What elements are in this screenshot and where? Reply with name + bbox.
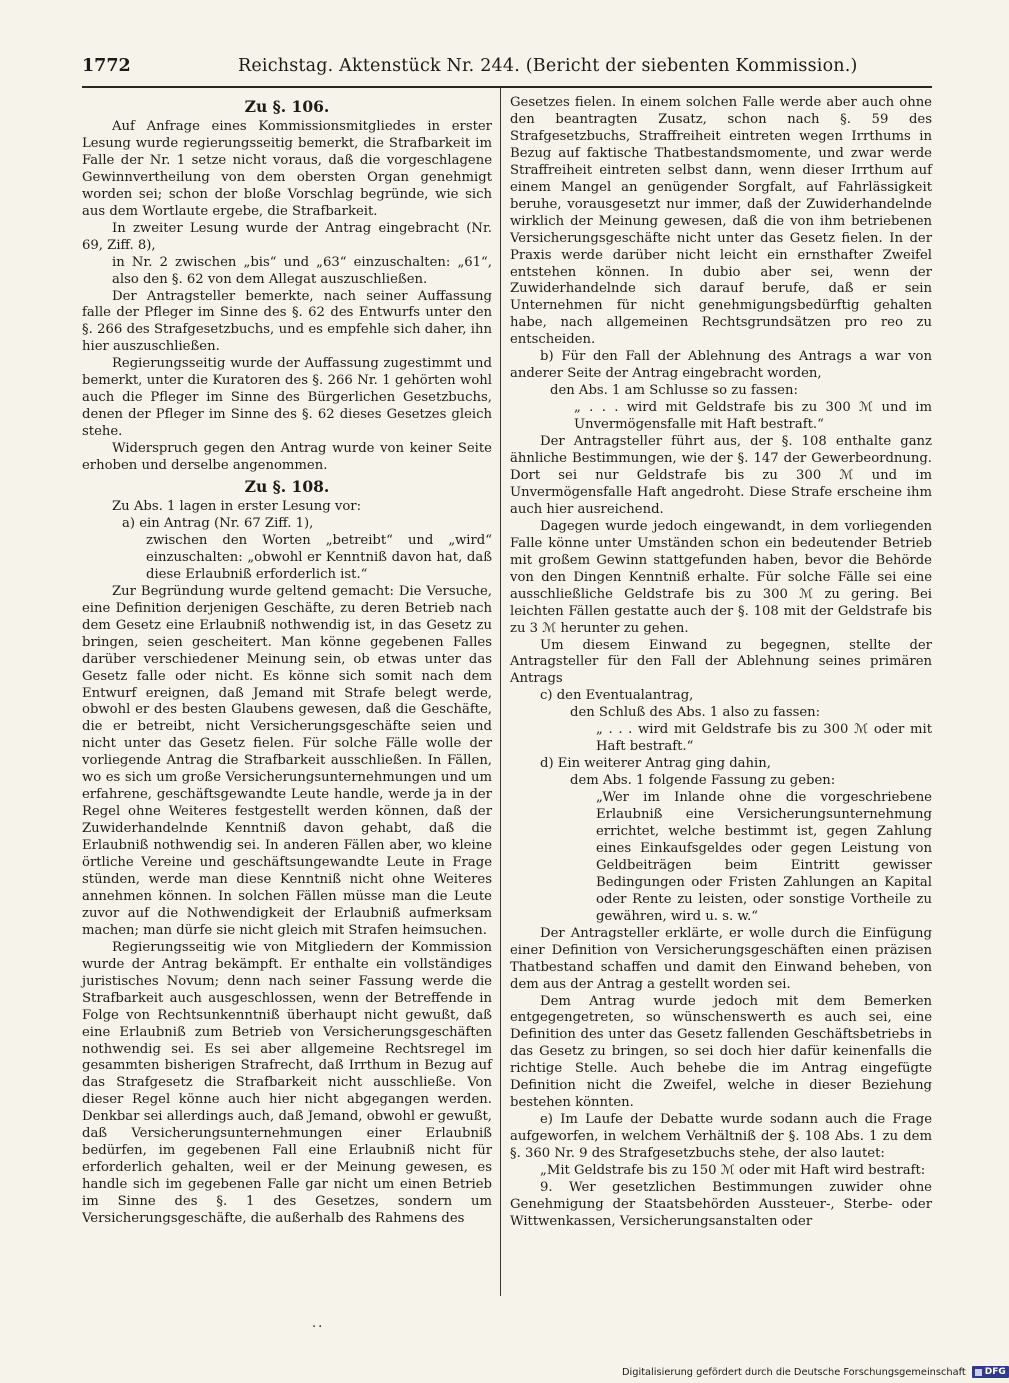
paragraph: „Wer im Inlande ohne die vorgeschriebene Erlaubniß eine Versicherungsunternehmung errichtet, welche bestimmt ist, gegen Zahlung eines Einkaufsgeldes oder gegen Leistung von Geldbeiträgen beim Eintritt gewisser Bedingungen oder Fristen Zahlungen an Kapital oder Rente zu leisten, oder sonstige Vortheile zu gewähren, wird u. s. w.“ — [596, 790, 932, 924]
paragraph: Dem Antrag wurde jedoch mit dem Bemerken entgegengetreten, so wünschenswerth es auch sei, eine Definition des unter das Gesetz fallenden Geschäftsbetriebs in das Gesetz zu bringen, so sei doch hier dafür keinenfalls die richtige Stelle. Auch behebe die im Antrag eingefügte Definition nicht die Zweifel, welche in dieser Beziehung bestehen könnten. — [510, 993, 932, 1111]
dfg-logo-mark — [975, 1369, 982, 1376]
header-rule — [82, 86, 932, 88]
paragraph: a) ein Antrag (Nr. 67 Ziff. 1), — [122, 515, 314, 531]
paragraph: dem Abs. 1 folgende Fassung zu geben: — [570, 773, 836, 789]
paragraph: Der Antragsteller bemerkte, nach seiner Auffassung falle der Pfleger im Sinne des §. 62 des Entwurfs unter den §. 266 des Strafgesetzbuchs, und es empfehle sich daher, ihn hier auszuschließen. — [82, 288, 492, 355]
section-heading: Zu §. 106. — [244, 97, 330, 116]
paragraph: Regierungsseitig wie von Mitgliedern der Kommission wurde der Antrag bekämpft. Er enthalte ein vollständiges juristisches Novum; denn nach seiner Fassung werde die Strafbarkeit auch ausgeschlossen, wenn der Betreffende in Folge von Rechtsunkenntniß überhaupt nicht gewußt, daß eine Erlaubniß zum Betrieb von Versicherungsgeschäften nothwendig sei. Es sei aber allgemeine Rechtsregel im gesammten bisherigen Strafrecht, daß Irrthum in Bezug auf das Strafgesetz die Strafbarkeit nicht ausschließe. Von dieser Regel könne auch hier nicht abgegangen werden. Denkbar sei allerdings auch, daß Jemand, obwohl er gewußt, daß Versicherungsunternehmungen einer Erlaubniß bedürfen, im gegebenen Fall eine Erlaubniß nicht für erforderlich gehalten, weil er der Meinung gewesen, es handle sich im gegebenen Falle gar nicht um einen Betrieb im Sinne des §. 1 des Gesetzes, sondern um Versicherungsgeschäfte, die außerhalb des Rahmens des — [82, 939, 492, 1227]
paragraph: in Nr. 2 zwischen „bis“ und „63“ einzuschalten: „61“, also den §. 62 von dem Allegat auszuschließen. — [112, 254, 492, 287]
paragraph: „ . . . wird mit Geldstrafe bis zu 300 ℳ oder mit Haft bestraft.“ — [596, 722, 932, 755]
digitization-footer — [622, 1363, 1006, 1381]
paragraph: b) Für den Fall der Ablehnung des Antrags a war von anderer Seite der Antrag eingebracht worden, — [510, 349, 932, 382]
paragraph: Um diesem Einwand zu begegnen, stellte der Antragsteller für den Fall der Ablehnung seines primären Antrags — [510, 637, 932, 687]
paragraph: Der Antragsteller führt aus, der §. 108 enthalte ganz ähnliche Bestimmungen, wie der §. 147 der Gewerbeordnung. Dort sei nur Geldstrafe bis zu 300 ℳ und im Unvermögensfalle Haft angedroht. Diese Strafe erscheine ihm auch hier ausreichend. — [510, 434, 932, 517]
section-heading: Zu §. 108. — [244, 477, 330, 497]
paragraph: Der Antragsteller erklärte, er wolle durch die Einfügung einer Definition von Versicherungsgeschäften einen präzisen Thatbestand schaffen und damit den Einwand beheben, von dem aus der Antrag a gestellt worden sei. — [510, 925, 932, 992]
paragraph: c) den Eventualantrag, — [540, 688, 694, 704]
paragraph: zwischen den Worten „betreibt“ und „wird“ einzuschalten: „obwohl er Kenntniß davon hat, daß diese Erlaubniß erforderlich ist.“ — [146, 532, 492, 582]
paragraph: den Schluß des Abs. 1 also zu fassen: — [570, 705, 821, 721]
paragraph: Zu Abs. 1 lagen in erster Lesung vor: — [112, 499, 362, 515]
running-title: Reichstag. Aktenstück Nr. 244. (Bericht der siebenten Kommission.) — [238, 56, 858, 76]
dfg-logo-text: DFG — [984, 1367, 1006, 1377]
right-column — [510, 95, 932, 1231]
paragraph: Widerspruch gegen den Antrag wurde von keiner Seite erhoben und derselbe angenommen. — [82, 441, 492, 474]
column-divider — [500, 88, 501, 1296]
footer-credit: Digitalisierung gefördert durch die Deutsche Forschungsgemeinschaft — [622, 1366, 966, 1378]
paragraph: e) Im Laufe der Debatte wurde sodann auch die Frage aufgeworfen, in welchem Verhältniß der §. 108 Abs. 1 zu dem §. 360 Nr. 9 des Strafgesetzbuchs stehe, der also lautet: — [510, 1112, 932, 1162]
left-column — [82, 95, 492, 1228]
paragraph: „ . . . wird mit Geldstrafe bis zu 300 ℳ und im Unvermögensfalle mit Haft bestraft.“ — [574, 400, 932, 433]
paragraph: d) Ein weiterer Antrag ging dahin, — [540, 756, 771, 772]
paragraph: In zweiter Lesung wurde der Antrag eingebracht (Nr. 69, Ziff. 8), — [82, 220, 492, 253]
paragraph: Regierungsseitig wurde der Auffassung zugestimmt und bemerkt, unter die Kuratoren des §. 266 Nr. 1 gehörten wohl auch die Pfleger im Sinne des Bürgerlichen Gesetzbuchs, denen der Pfleger im Sinne des §. 62 dieses Gesetzes gleich stehe. — [82, 356, 492, 440]
bottom-mark: .. — [312, 1316, 325, 1331]
page-header — [82, 56, 932, 84]
paragraph: den Abs. 1 am Schlusse so zu fassen: — [550, 383, 798, 399]
paragraph: „Mit Geldstrafe bis zu 150 ℳ oder mit Haft wird bestraft: — [540, 1163, 926, 1179]
page-number: 1772 — [82, 56, 131, 76]
paragraph: Dagegen wurde jedoch eingewandt, in dem vorliegenden Falle könne unter Umständen schon ein bedeutender Betrieb mit großem Gewinn stattgefunden haben, bevor die Behörde von den Dingen Kenntniß erhalte. Für solche Fälle sei eine ausschließliche Geldstrafe bis zu 300 ℳ zu gering. Bei leichten Fällen gestatte auch der §. 108 mit der Geldstrafe bis zu 3 ℳ herunter zu gehen. — [510, 518, 932, 636]
dfg-logo-icon — [972, 1366, 1009, 1378]
paragraph: Auf Anfrage eines Kommissionsmitgliedes in erster Lesung wurde regierungsseitig bemerkt, die Strafbarkeit im Falle der Nr. 1 setze nicht voraus, daß die vorgeschlagene Gewinnvertheilung von dem obersten Organ genehmigt worden sei; schon der bloße Vorschlag begründe, wie sich aus dem Wortlaute ergebe, die Strafbarkeit. — [82, 119, 492, 219]
paragraph: Zur Begründung wurde geltend gemacht: Die Versuche, eine Definition derjenigen Geschäfte, zu deren Betrieb nach dem Gesetz eine Erlaubniß nothwendig ist, in das Gesetz zu bringen, seien gescheitert. Man könne gegebenen Falles darüber verschiedener Meinung sein, ob etwas unter das Gesetz falle oder nicht. Es könne sich somit nach dem Entwurf ereignen, daß Jemand mit Strafe belegt werde, obwohl er des besten Glaubens gewesen, daß die Geschäfte, die er betreibt, nicht Versicherungsgeschäfte seien und nicht unter das Gesetz fielen. Für solche Fälle wolle der vorliegende Antrag die Strafbarkeit ausschließen. In Fällen, wo es sich um große Versicherungsunternehmungen und um erfahrene, geschäftsgewandte Leute handle, werde ja in der Regel ohne Weiteres festgestellt werden können, daß der Zuwiderhandelnde Kenntniß davon gehabt, daß die Erlaubniß nothwendig sei. In anderen Fällen aber, wo kleine örtliche Vereine und geschäftsungewandte Leute in Frage stünden, werde man diese Kenntniß nicht ohne Weiteres annehmen können. In solchen Fällen müsse man die Leute zuvor auf die Nothwendigkeit der Erlaubniß aufmerksam machen; man dürfe sie nicht gleich mit Strafen heimsuchen. — [82, 583, 492, 938]
paragraph: Gesetzes fielen. In einem solchen Falle werde aber auch ohne den beantragten Zusatz, schon nach §. 59 des Strafgesetzbuchs, Straffreiheit eintreten wegen Irrthums in Bezug auf faktische Thatbestandsmomente, und zwar werde Straffreiheit eintreten selbst dann, wenn dieser Irrthum auf einem Mangel an genügender Sorgfalt, auf Fahrlässigkeit beruhe, vorausgesetzt nur immer, daß der Zuwiderhandelnde wirklich der Meinung gewesen, daß die von ihm betriebenen Versicherungsgeschäfte nicht unter das Gesetz fielen. In der Praxis werde darüber nicht leicht ein ernsthafter Zweifel entstehen können. In dubio aber sei, wenn der Zuwiderhandelnde sich darauf berufe, daß er sein Unternehmen für nicht genehmigungsbedürftig gehalten habe, nach allgemeinen Rechtsgrundsätzen pro reo zu entscheiden. — [510, 95, 932, 348]
paragraph: 9. Wer gesetzlichen Bestimmungen zuwider ohne Genehmigung der Staatsbehörden Aussteuer-, Sterbe- oder Wittwenkassen, Versicherungsanstalten oder — [510, 1180, 932, 1229]
